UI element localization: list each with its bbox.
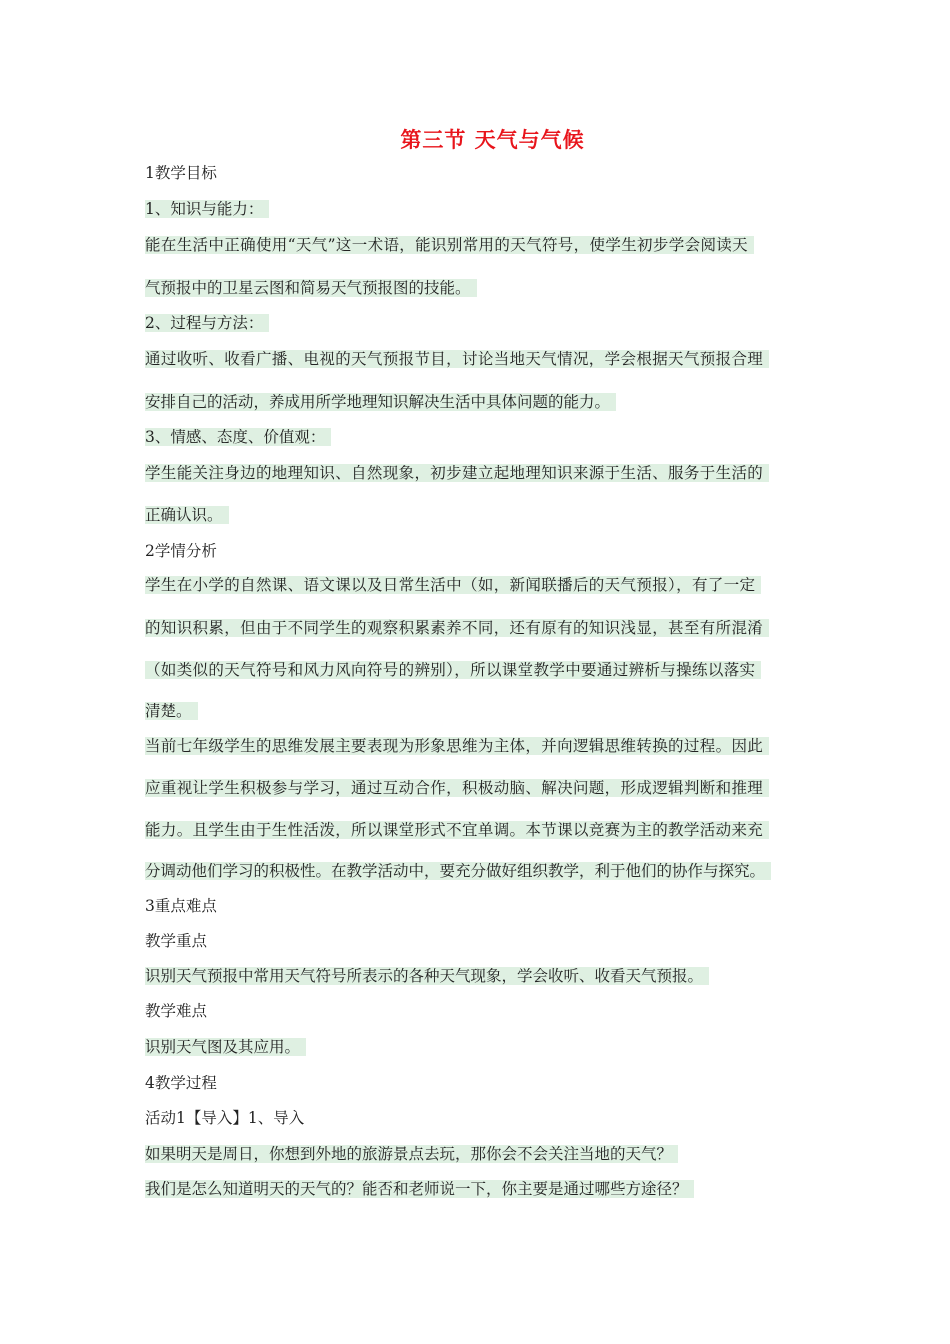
text-line (145, 861, 771, 881)
text-line-content: 3重点难点 (145, 897, 217, 915)
text-line-content: 清楚。 (145, 702, 198, 720)
text-line (145, 1037, 306, 1057)
text-line-content: 4教学过程 (145, 1074, 217, 1092)
text-line (145, 778, 769, 798)
text-line-content: 我们是怎么知道明天的天气的？能否和老师说一下，你主要是通过哪些方途径？ (145, 1180, 694, 1198)
text-line (145, 1001, 207, 1021)
text-line (145, 313, 269, 333)
text-line-content: 能在生活中正确使用“天气”这一术语，能识别常用的天气符号，使学生初步学会阅读天 (145, 236, 754, 254)
text-line (145, 1179, 694, 1199)
text-line (145, 199, 269, 219)
text-line (145, 1108, 304, 1128)
page-title: 第三节 天气与气候 (400, 127, 585, 152)
text-line (145, 660, 761, 680)
text-line (145, 541, 217, 561)
text-line-content: 3、情感、态度、价值观： (145, 428, 331, 446)
text-line-content: 能力。且学生由于生性活泼，所以课堂形式不宜单调。本节课以竞赛为主的教学活动来充 (145, 821, 769, 839)
text-line (145, 235, 754, 255)
text-line-content: 识别天气预报中常用天气符号所表示的各种天气现象，学会收听、收看天气预报。 (145, 967, 709, 985)
text-line-content: 教学难点 (145, 1002, 208, 1020)
text-line (145, 1144, 678, 1164)
text-line-content: 通过收听、收看广播、电视的天气预报节目，讨论当地天气情况，学会根据天气预报合理 (145, 350, 769, 368)
text-line (145, 505, 229, 525)
text-line-content: 2、过程与方法： (145, 314, 269, 332)
text-line-content: 识别天气图及其应用。 (145, 1038, 306, 1056)
text-line (145, 278, 477, 298)
text-line-content: 学生能关注身边的地理知识、自然现象，初步建立起地理知识来源于生活、服务于生活的 (145, 464, 769, 482)
text-line-content: 的知识积累，但由于不同学生的观察积累素养不同，还有原有的知识浅显，甚至有所混淆 (145, 619, 769, 637)
text-line (145, 931, 207, 951)
text-line-content: 当前七年级学生的思维发展主要表现为形象思维为主体，并向逻辑思维转换的过程。因此 (145, 737, 769, 755)
text-line (145, 163, 217, 183)
text-line-content: 1教学目标 (145, 164, 217, 182)
text-line (145, 618, 769, 638)
text-line (145, 463, 769, 483)
text-line (145, 701, 198, 721)
text-line (145, 392, 616, 412)
text-line-content: 正确认识。 (145, 506, 229, 524)
text-line-content: （如类似的天气符号和风力风向符号的辨别），所以课堂教学中要通过辨析与操练以落实 (145, 661, 761, 679)
text-line-content: 气预报中的卫星云图和简易天气预报图的技能。 (145, 279, 477, 297)
text-line-content: 分调动他们学习的积极性。在教学活动中，要充分做好组织教学，利于他们的协作与探究。 (145, 862, 771, 880)
text-line-content: 学生在小学的自然课、语文课以及日常生活中（如，新闻联播后的天气预报），有了一定 (145, 576, 761, 594)
text-line (145, 427, 331, 447)
text-line (145, 575, 761, 595)
text-line (145, 820, 769, 840)
text-line-content: 如果明天是周日，你想到外地的旅游景点去玩，那你会不会关注当地的天气？ (145, 1145, 678, 1163)
text-line (145, 966, 709, 986)
text-line (145, 1073, 217, 1093)
text-line (145, 736, 769, 756)
text-line-content: 1、知识与能力： (145, 200, 269, 218)
text-line-content: 应重视让学生积极参与学习，通过互动合作，积极动脑、解决问题，形成逻辑判断和推理 (145, 779, 769, 797)
text-line (145, 896, 217, 916)
text-line-content: 教学重点 (145, 932, 208, 950)
text-line-content: 2学情分析 (145, 542, 217, 560)
text-line-content: 安排自己的活动，养成用所学地理知识解决生活中具体问题的能力。 (145, 393, 616, 411)
text-line-content: 活动1【导入】1、导入 (145, 1109, 305, 1127)
text-line (145, 349, 769, 369)
